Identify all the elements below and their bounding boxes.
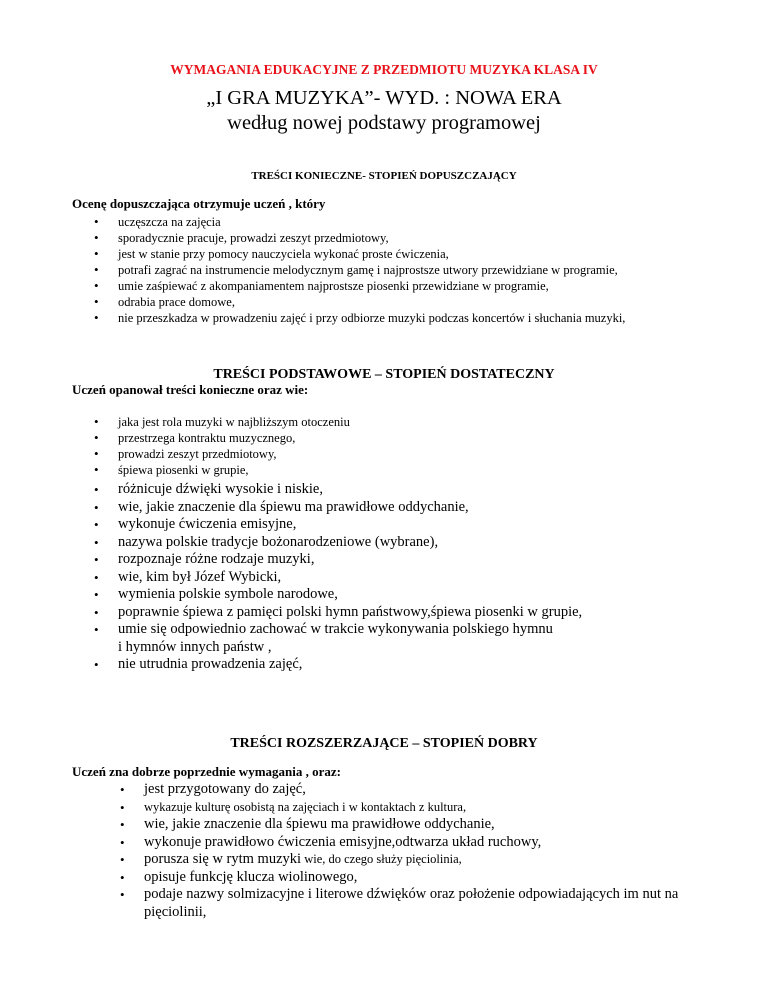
list-item <box>92 656 712 674</box>
bullet-icon: • <box>94 622 99 637</box>
list-item <box>118 886 698 921</box>
list-item <box>92 430 692 446</box>
bullet-icon: • <box>94 246 99 261</box>
list-item <box>92 214 692 230</box>
list-item-text: wie, jakie znaczenie dla śpiewu ma prawidłowe oddychanie, <box>118 498 469 515</box>
bullet-icon: • <box>120 852 125 867</box>
list-item <box>92 278 692 294</box>
list-item-text: różnicuje dźwięki wysokie i niskie, <box>118 481 323 497</box>
bullet-icon: • <box>94 310 99 325</box>
list-item-text: nie przeszkadza w prowadzeniu zajęć i przy odbiorze muzyki podczas koncertów i słuchania muzyki, <box>118 311 626 325</box>
bullet-icon: • <box>120 869 125 885</box>
bullet-icon: • <box>120 834 125 850</box>
list-item <box>118 851 698 869</box>
list-item <box>92 414 692 430</box>
curriculum-subtitle: według nowej podstawy programowej <box>227 112 541 134</box>
bullet-icon: • <box>94 230 99 245</box>
list-item-text: podaje nazwy solmizacyjne i literowe dźwięków oraz położenie odpowiadających im nut na pięciolinii, <box>144 886 679 920</box>
section2-list-extended <box>92 481 712 674</box>
list-item-text: wymienia polskie symbole narodowe, <box>118 586 338 602</box>
list-item <box>92 310 692 326</box>
list-item <box>92 569 712 587</box>
bullet-icon: • <box>94 517 99 532</box>
bullet-icon: • <box>94 569 99 585</box>
list-item-text: umie zaśpiewać z akompaniamentem najprostsze piosenki przewidziane w programie, <box>118 279 549 293</box>
list-item-text: prowadzi zeszyt przedmiotowy, <box>118 447 277 461</box>
list-item <box>92 499 712 517</box>
list-item-continuation: i hymnów innych państw , <box>118 638 272 655</box>
list-item-text: jaka jest rola muzyki w najbliższym otoczeniu <box>118 415 350 429</box>
list-item <box>118 869 698 887</box>
list-item-text: umie się odpowiednio zachować w trakcie wykonywania polskiego hymnu <box>118 621 553 637</box>
list-item <box>92 230 692 246</box>
list-item-text: jest przygotowany do zajęć, <box>144 781 306 797</box>
bullet-icon: • <box>94 262 99 277</box>
list-item-text: porusza się w rytm muzyki <box>144 851 302 867</box>
list-item <box>92 294 692 310</box>
bullet-icon: • <box>94 657 99 672</box>
list-item <box>92 481 712 499</box>
list-item <box>92 462 692 478</box>
list-item <box>92 621 712 656</box>
section2-intro: Uczeń opanował treści konieczne oraz wie: <box>72 382 309 397</box>
list-item <box>92 604 712 622</box>
list-item <box>118 781 698 799</box>
list-item <box>92 551 712 569</box>
section1-list <box>92 214 692 326</box>
list-item-text: opisuje funkcję klucza wiolinowego, <box>144 868 358 885</box>
list-item <box>118 834 698 852</box>
bullet-icon: • <box>94 587 99 602</box>
list-item-text: uczęszcza na zajęcia <box>118 215 221 229</box>
list-item <box>92 534 712 552</box>
list-item <box>92 446 692 462</box>
bullet-icon: • <box>94 214 99 229</box>
bullet-icon: • <box>94 278 99 293</box>
list-item-text: wie, do czego służy pięciolinia, <box>301 852 462 866</box>
list-item-text: nie utrudnia prowadzenia zajęć, <box>118 656 303 672</box>
bullet-icon: • <box>94 446 99 461</box>
bullet-icon: • <box>94 604 99 620</box>
list-item-text: wie, kim był Józef Wybicki, <box>118 568 282 585</box>
list-item <box>92 516 712 534</box>
textbook-title: „I GRA MUZYKA”- WYD. : NOWA ERA <box>206 87 562 109</box>
document-red-title: WYMAGANIA EDUKACYJNE Z PRZEDMIOTU MUZYKA KLASA IV <box>170 62 598 77</box>
list-item-text: przestrzega kontraktu muzycznego, <box>118 431 296 445</box>
list-item <box>118 799 698 817</box>
list-item-text: potrafi zagrać na instrumencie melodycznym gamę i najprostsze utwory przewidziane w programie, <box>118 263 618 277</box>
bullet-icon: • <box>120 817 125 832</box>
bullet-icon: • <box>94 552 99 567</box>
list-item <box>92 246 692 262</box>
list-item-text: wykonuje ćwiczenia emisyjne, <box>118 516 297 532</box>
list-item-text: odrabia prace domowe, <box>118 295 235 309</box>
bullet-icon: • <box>94 294 99 309</box>
section3-heading: TREŚCI ROZSZERZAJĄCE – STOPIEŃ DOBRY <box>230 736 538 751</box>
list-item-text: jest w stanie przy pomocy nauczyciela wykonać proste ćwiczenia, <box>118 247 449 261</box>
section3-intro: Uczeń zna dobrze poprzednie wymagania , oraz: <box>72 764 341 779</box>
bullet-icon: • <box>94 534 99 550</box>
bullet-icon: • <box>94 482 99 497</box>
list-item-text: poprawnie śpiewa z pamięci polski hymn państwowy,śpiewa piosenki w grupie, <box>118 603 583 620</box>
bullet-icon: • <box>120 799 125 815</box>
section1-intro: Ocenę dopuszczająca otrzymuje uczeń , który <box>72 196 326 211</box>
section1-heading: TREŚCI KONIECZNE- STOPIEŃ DOPUSZCZAJĄCY <box>251 170 517 182</box>
list-item-text: wykonuje prawidłowo ćwiczenia emisyjne,odtwarza układ ruchowy, <box>144 833 542 850</box>
list-item <box>92 262 692 278</box>
list-item <box>118 816 698 834</box>
list-item-text: sporadycznie pracuje, prowadzi zeszyt przedmiotowy, <box>118 231 389 245</box>
list-item-text: nazywa polskie tradycje bożonarodzeniowe (wybrane), <box>118 533 439 550</box>
bullet-icon: • <box>94 499 99 515</box>
list-item <box>92 586 712 604</box>
bullet-icon: • <box>120 782 125 797</box>
list-item-text: rozpoznaje różne rodzaje muzyki, <box>118 551 315 567</box>
list-item-text: wie, jakie znaczenie dla śpiewu ma prawidłowe oddychanie, <box>144 816 495 832</box>
bullet-icon: • <box>94 414 99 429</box>
section2-list-basic <box>92 414 692 478</box>
section2-heading: TREŚCI PODSTAWOWE – STOPIEŃ DOSTATECZNY <box>213 367 555 382</box>
section3-list <box>118 781 698 921</box>
list-item-text: wykazuje kulturę osobistą na zajęciach i w kontaktach z kultura, <box>144 799 467 814</box>
bullet-icon: • <box>94 430 99 445</box>
bullet-icon: • <box>94 462 99 477</box>
list-item-text: śpiewa piosenki w grupie, <box>118 463 249 477</box>
bullet-icon: • <box>120 887 125 902</box>
